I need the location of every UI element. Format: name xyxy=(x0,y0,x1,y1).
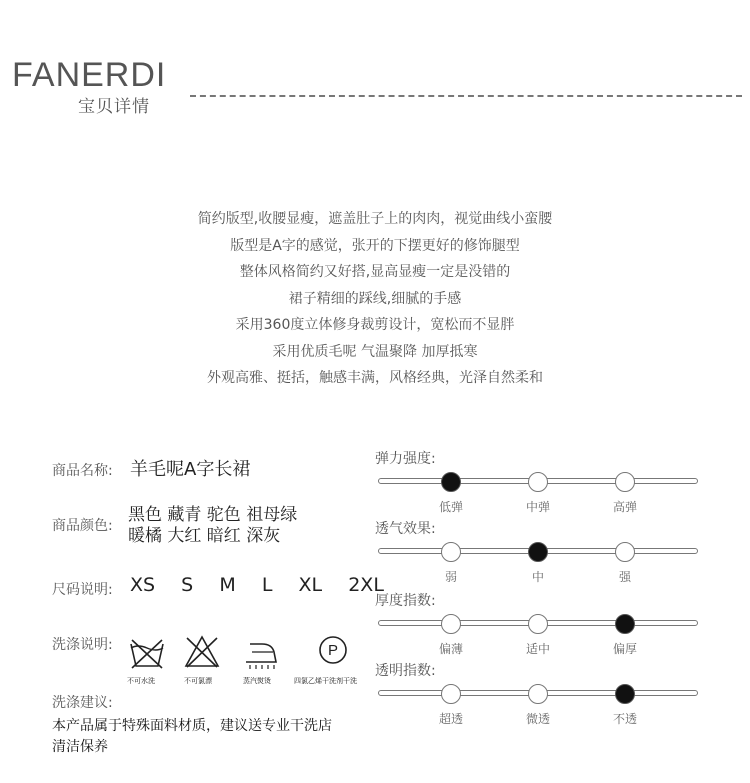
scale-option-label: 低弹 xyxy=(438,500,463,514)
product-colors xyxy=(128,505,297,547)
size-label: 尺码说明: xyxy=(52,582,113,598)
size-option: XL xyxy=(298,574,323,596)
scale-option-label: 强 xyxy=(618,570,631,584)
scale-dot xyxy=(528,684,548,704)
advice-line: 本产品属于特殊面料材质，建议送专业干洗店 xyxy=(52,718,332,734)
care-label: 不可氯漂 xyxy=(184,677,212,685)
scale-option-label: 中弹 xyxy=(525,500,550,514)
advice-line: 清洁保养 xyxy=(52,739,108,755)
brand-logo-text: FANERDI xyxy=(12,56,167,94)
scale-dot-selected xyxy=(615,684,635,704)
advice-label: 洗涤建议: xyxy=(52,695,113,711)
description-line: 整体风格简约又好搭,显高显瘦一定是没错的 xyxy=(239,264,511,280)
scale-option-label: 不透 xyxy=(612,712,637,726)
size-option: XS xyxy=(130,574,156,596)
scale-option-label: 适中 xyxy=(525,642,550,656)
size-option: S xyxy=(181,574,194,596)
size-option: 2XL xyxy=(348,574,384,596)
wash-label: 洗涤说明: xyxy=(52,637,113,653)
description-line: 版型是A字的感觉，张开的下摆更好的修饰腿型 xyxy=(230,237,520,254)
dry-clean-p-icon xyxy=(314,634,352,670)
scale-dot-selected xyxy=(441,472,461,492)
scale-dot-selected xyxy=(528,542,548,562)
colors-line: 暖橘 大红 暗红 深灰 xyxy=(128,526,281,546)
product-name-value: 羊毛呢A字长裙 xyxy=(130,459,251,480)
size-option: M xyxy=(219,574,236,596)
description-line: 采用360度立体修身裁剪设计，宽松而不显胖 xyxy=(235,317,515,333)
scale-title: 弹力强度: xyxy=(375,451,436,467)
scale-title: 厚度指数: xyxy=(375,593,436,609)
scale-option-label: 微透 xyxy=(525,712,550,726)
steam-iron-icon xyxy=(242,638,280,674)
colors-line: 黑色 藏青 驼色 祖母绿 xyxy=(128,505,298,525)
description-line: 采用优质毛呢 气温聚降 加厚抵寒 xyxy=(272,343,478,360)
scale-dot-selected xyxy=(615,614,635,634)
description-line: 裙子精细的踩线,细腻的手感 xyxy=(288,290,462,307)
scale-option-label: 高弹 xyxy=(612,500,637,514)
scale-title: 透气效果: xyxy=(375,521,436,537)
dry-clean-p-symbol: P xyxy=(327,642,339,659)
care-label: 不可水洗 xyxy=(127,677,155,685)
product-color-label: 商品颜色: xyxy=(52,518,113,534)
no-machine-wash-icon xyxy=(128,636,166,672)
scale-dot xyxy=(528,472,548,492)
description-line: 外观高雅、挺括，触感丰满，风格经典，光泽自然柔和 xyxy=(207,370,543,386)
scale-option-label: 中 xyxy=(531,570,544,584)
care-label: 四氯乙烯干洗剂干洗 xyxy=(294,677,357,685)
product-description xyxy=(0,206,750,392)
scale-option-label: 偏薄 xyxy=(438,642,463,656)
size-list xyxy=(130,574,384,596)
description-line: 简约版型,收腰显瘦，遮盖肚子上的肉肉，视觉曲线小蛮腰 xyxy=(197,211,553,227)
care-label: 蒸汽熨烫 xyxy=(243,677,271,685)
scale-option-label: 偏厚 xyxy=(612,642,637,656)
scale-option-label: 弱 xyxy=(444,570,457,584)
scale-dot xyxy=(528,614,548,634)
scale-dot xyxy=(441,684,461,704)
header-divider xyxy=(190,95,742,97)
scale-dot xyxy=(615,542,635,562)
product-name-label: 商品名称: xyxy=(52,463,113,479)
size-option: L xyxy=(261,574,273,596)
scale-dot xyxy=(615,472,635,492)
washing-advice xyxy=(52,716,332,758)
scale-dot xyxy=(441,614,461,634)
page-subtitle: 宝贝详情 xyxy=(78,97,150,117)
scale-title: 透明指数: xyxy=(375,663,436,679)
no-bleach-icon xyxy=(183,634,221,670)
scale-option-label: 超透 xyxy=(438,712,463,726)
scale-dot xyxy=(441,542,461,562)
